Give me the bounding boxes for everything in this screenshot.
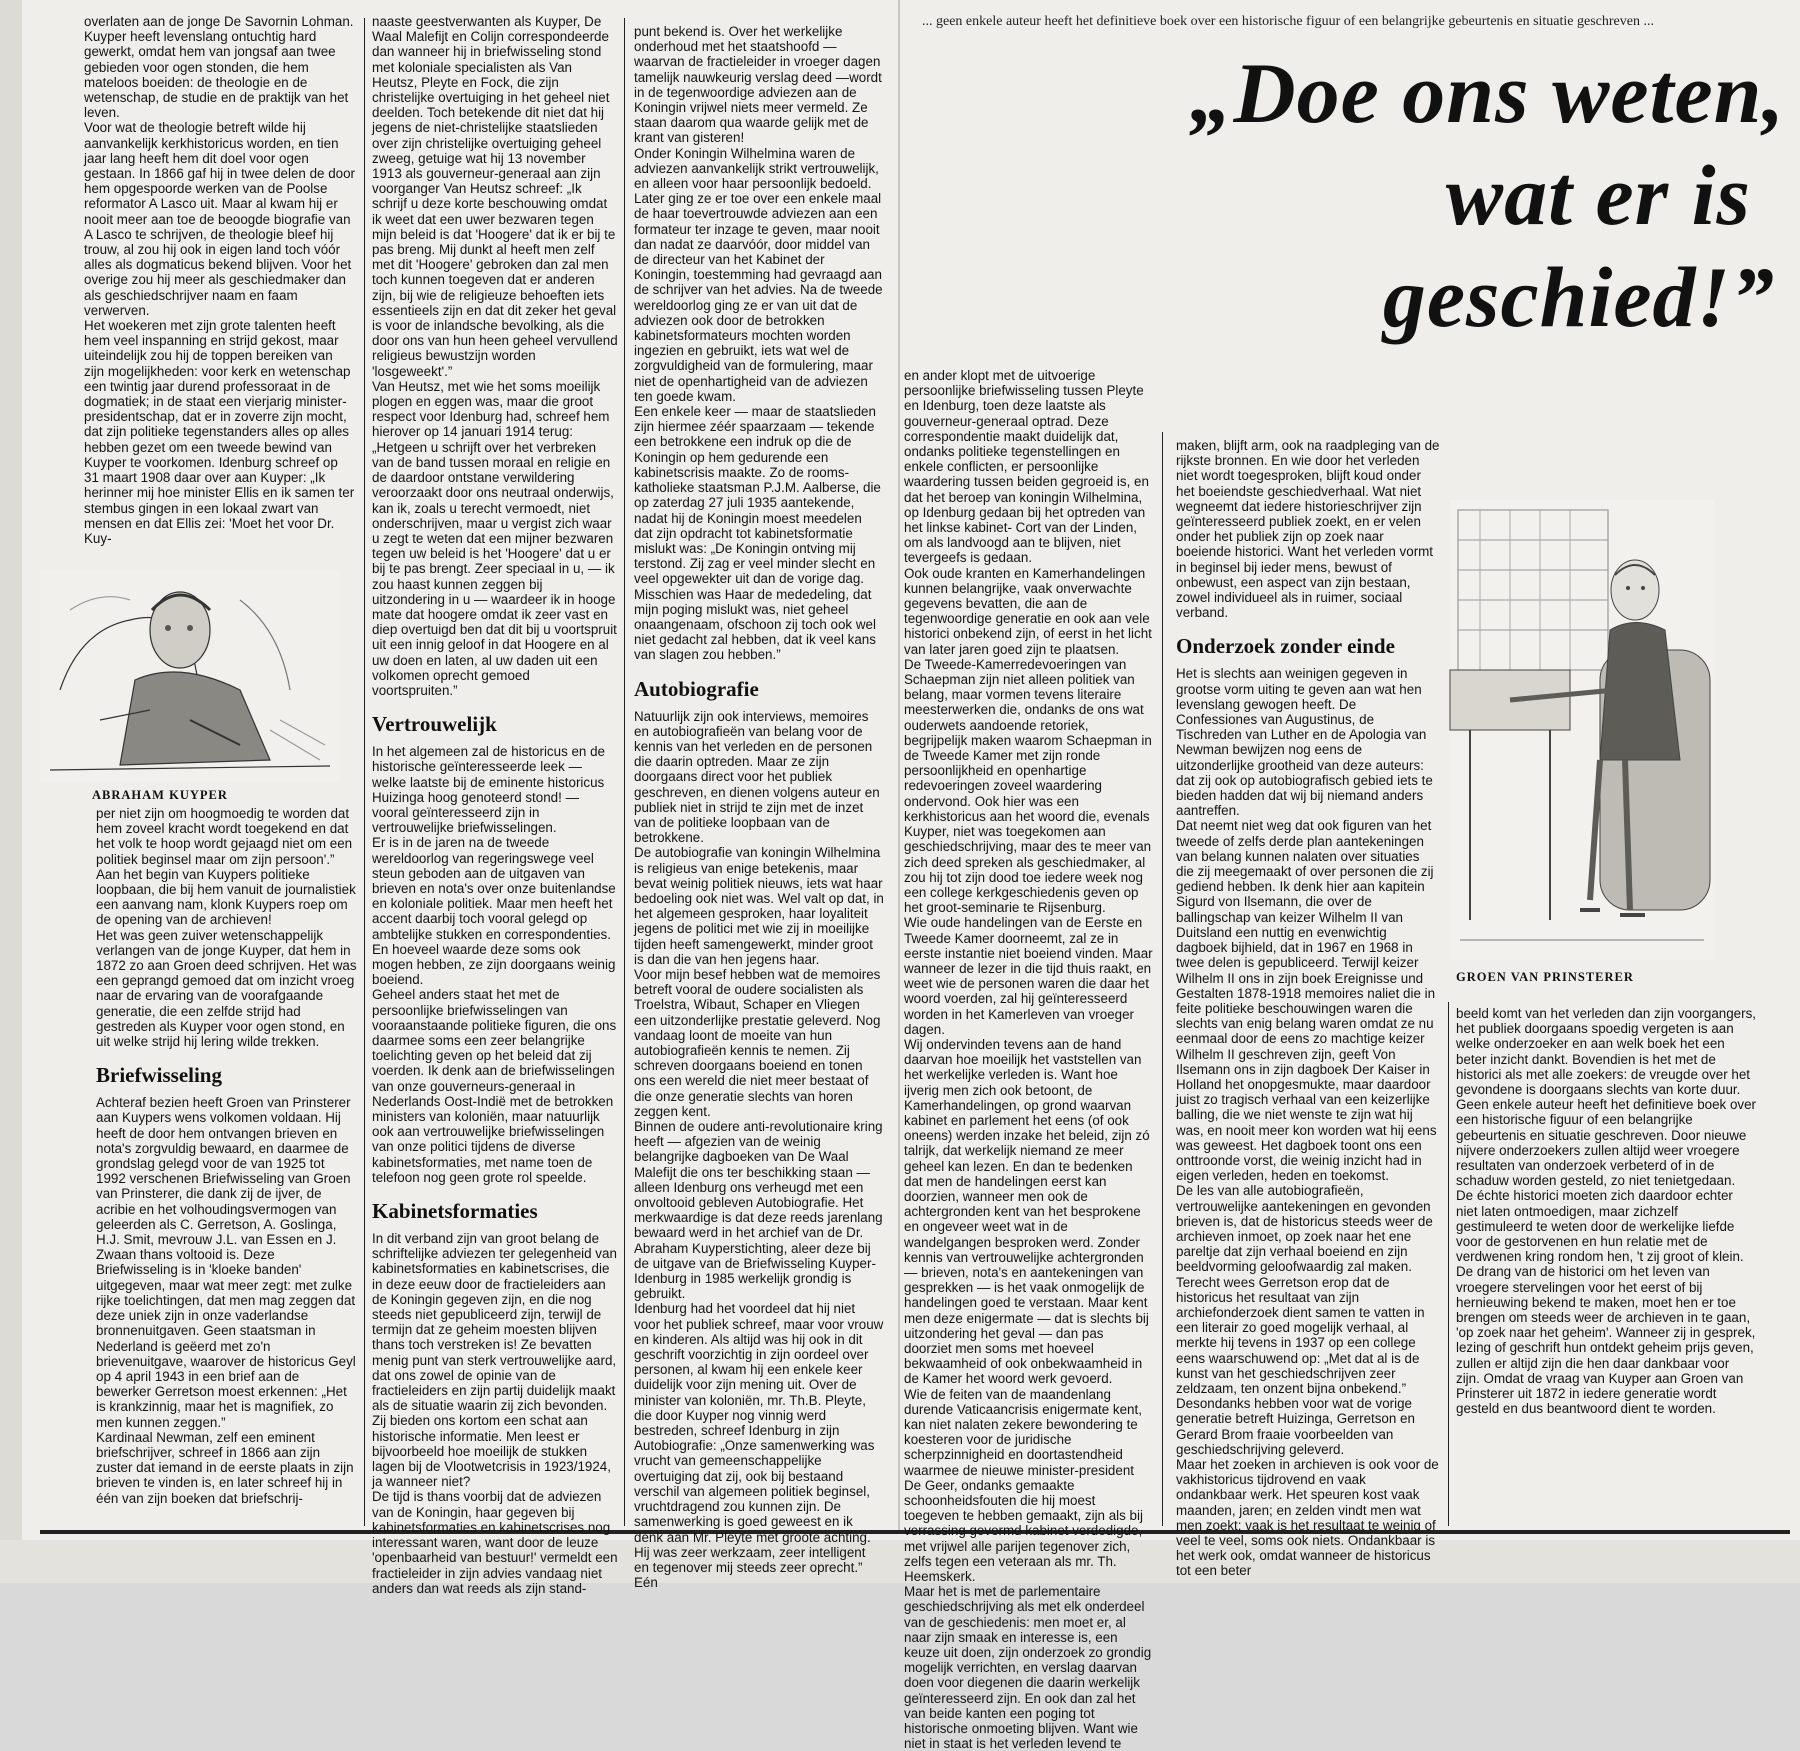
caption-groen: GROEN VAN PRINSTERER [1456, 970, 1634, 984]
page-fold-line [0, 0, 22, 1583]
column-3 [634, 24, 884, 1591]
column-rule [364, 18, 365, 1526]
article-text: In het algemeen zal de historicus en de historische geïnteresseerde leek — welke laatste bij de eminente historicus Huizinga hoog genoteerd stond! — vooral geïnteresseerd zijn in vertrouwelijke briefwisselingen. Er is in de jaren na de tweede wereldoorlog van regeringswege veel steun geboden aan de uitgaven van brieven en nota's over onze buitenlandse en koloniale politiek. Maar men heeft het accent daarbij toch vooral gelegd op ambtelijke stukken en correspondenties. En hoeveel waarde deze soms ook mogen hebben, ze zijn doorgaans weinig boeiend. Geheel anders staat het met de persoonlijke briefwisselingen van vooraanstaande politieke figuren, die ons daarmee soms een zeer belangrijke toelichting geven op het beleid dat zij voerden. Ik denk aan de briefwisselingen van onze gouverneurs-generaal in Nederlands Oost-Indië met de betrokken ministers van koloniën, maar natuurlijk ook aan vertrouwelijke briefwisselingen van onze politici tijdens de diverse kabinetsformaties, met name toen de telefoon nog geen grote rol speelde. [372, 744, 617, 1185]
column-rule [1448, 1002, 1449, 1526]
column-1-bottom [96, 806, 358, 1526]
portrait-kuyper [40, 570, 340, 782]
article-text: beeld komt van het verleden dan zijn voorgangers, het publiek doorgaans spoedig vergeten is aan welke onderzoeker en aan welk boek het een beter inzicht dankt. Bovendien is het met de historici als met alle zoekers: de vreugde over het gevondene is doorgaans slechts van korte duur. Geen enkele auteur heeft het definitieve boek over een historische figuur of een belangrijke gebeurtenis en situatie geschreven. Door nieuwe nijvere onderzoekers zullen altijd weer vroegere resultaten van onderzoek verbeterd of in de schaduw worden gesteld, zo niet tenietgedaan. De échte historici moeten zich daardoor echter niet laten ontmoedigen, maar zichzelf gestimuleerd te weten door de werkelijke liefde voor de gestorvenen en hun relatie met de verdwenen kring rondom hen, 't zij groot of klein. De drang van de historici om het leven van vroegere stervelingen voor het eerst of bij hernieuwing bekend te maken, moet hen er toe brengen om steeds weer de archieven in te gaan, 'op zoek naar het geheim'. Wanneer zij in gesprek, lezing of geschrift hun ontdekt geheim prijs geven, zullen er altijd zijn die hen daar dankbaar voor zijn. Omdat de vraag van Kuyper aan Groen van Prinsterer uit 1872 in iedere generatie wordt gesteld en dus beantwoord dient te worden. [1456, 1006, 1757, 1417]
subheading-onderzoek: Onderzoek zonder einde [1176, 634, 1395, 659]
subheading-kabinetsformaties: Kabinetsformaties [372, 1199, 538, 1224]
caption-kuyper: ABRAHAM KUYPER [92, 788, 228, 802]
column-4 [904, 368, 1154, 1751]
headline-line: „Doe ons weten, [1189, 45, 1785, 141]
strapline: ... geen enkele auteur heeft het definitieve boek over een historische figuur of een belangrijke gebeurtenis en situatie geschreven ... [922, 14, 1654, 29]
subheading-autobiografie: Autobiografie [634, 676, 759, 701]
column-rule [1162, 432, 1163, 1526]
portrait-groen-van-prinsterer [1450, 500, 1714, 960]
column-1-top [84, 14, 356, 566]
article-text: overlaten aan de jonge De Savornin Lohman. Kuyper heeft levenslang ontuchtig hard gewerkt, omdat hem van jongsaf aan twee gebieden voor ogen stonden, die hem mateloos boeiden: de theologie en de wetenschap, de studie en de praktijk van het leven. Voor wat de theologie betreft wilde hij aanvankelijk kerkhistoricus worden, en tien jaar lang heeft hem dit doel voor ogen gestaan. In 1866 gaf hij in twee delen de door hem opgespoorde werken van de Poolse reformator A Lasco uit. Maar al kwam hij er nooit meer aan toe de beoogde biografie van A Lasco te schrijven, de theologie bleef hij trouw, al zou hij ook in eigen land toch vóór alles als dogmaticus bekend blijven. Voor het overige zou hij meer als geschiedmaker dan als geschiedschrijver naam en faam verwerven. Het woekeren met zijn grote talenten heeft hem veel inspanning en strijd gekost, maar uiteindelijk zou hij de toppen bereiken van zijn mogelijkheden: voor kerk en wetenschap een twintig jaar durend professoraat in de dogmatiek; in de staat een vierjarig minister-presidentschap, dat er in zoverre zijn mocht, dat zijn politieke tegenstanders alles op alles hebben gezet om een tweede bewind van Kuyper te voorkomen. Idenburg schreef op 31 maart 1908 daar over aan Kuyper: „Ik herinner mij hoe minister Ellis en ik samen ter stembus gingen in een lokaal zwart van mensen en dat Ellis zei: 'Moet het voor Dr. Kuy- [84, 14, 355, 546]
page-fold-line [898, 0, 900, 1530]
groen-drawing-icon [1450, 500, 1714, 960]
article-text: Natuurlijk zijn ook interviews, memoires en autobiografieën van belang voor de kennis van het verleden en de personen die daarin optreden. Maar ze zijn doorgaans direct voor het publiek geschreven, en dienen volgens auteur en publiek niet in strijd te zijn met de inzet van de politieke loopbaan van de betrokkene. De autobiografie van koningin Wilhelmina is religieus van enige betekenis, maar bevat weinig politiek nieuws, iets wat haar bedoeling ook niet was. Wel valt op dat, in het algemeen gesproken, haar loyaliteit jegens de politici met wie zij in moeilijke tijden heeft samengewerkt, minder groot is dan die van hen jegens haar. Voor mijn besef hebben wat de memoires betreft vooral de oudere socialisten als Troelstra, Wibaut, Schaper en Vliegen een uitzonderlijke prestatie geleverd. Nog vandaag loont de moeite van hun autobiografieën kennis te nemen. Zij schreven doorgaans boeiend en tonen ons een wereld die niet meer bestaat of die onze generatie slechts van horen zeggen kent. Binnen de oudere anti-revolutionaire kring heeft — afgezien van de weinig belangrijke dagboeken van De Waal Malefijt die ons ter beschikking staan — alleen Idenburg ons verheugd met een onvoltooid gebleven Autobiografie. Het merkwaardige is dat deze reeds jarenlang bewaard werd in het archief van de Dr. Abraham Kuyperstichting, aleer deze bij de uitgave van de Briefwisseling Kuyper-Idenburg in 1985 werkelijk grondig is gebruikt. Idenburg had het voordeel dat hij niet voor het publiek schreef, maar voor vrouw en kinderen. Als altijd was hij ook in dit geschrift voorzichtig in zijn oordeel over personen, al kwam hij een enkele keer duidelijk voor zijn mening uit. Over de minister van koloniën, mr. Th.B. Pleyte, die door Kuyper nog vinnig werd bestreden, schreef Idenburg in zijn Autobiografie: „Onze samenwerking was vrucht van gemeenschappelijke overtuiging dat zij, ook bij bestaand verschil van algemeen politiek beginsel, vruchtdragend zou kunnen zijn. De samenwerking is goed geweest en ik denk aan Mr. Pleyte met groote achting. Hij was zeer werkzaam, zeer intelligent en tegenover mij steeds zeer oprecht.” Eén [634, 708, 884, 1591]
column-2 [372, 14, 618, 1596]
article-text: Het is slechts aan weinigen gegeven in grootse vorm uiting te geven aan wat hen levenslang gewogen heeft. De Confessiones van Augustinus, de Tischreden van Luther en de Apologia van Newman bewijzen nog eens de uitzonderlijke grootheid van deze auteurs: dat zij ook op autobiografisch gebied iets te bieden hadden dat wij bij niemand anders aantreffen. Dat neemt niet weg dat ook figuren van het tweede of zelfs derde plan aantekeningen van belang kunnen nalaten over situaties die zij meegemaakt of over personen die zij gediend hebben. Ik denk hier aan kapitein Sigurd von Ilsemann, die over de ballingschap van keizer Wilhelm II van Duitsland een nuttig en evenwichtig dagboek bijhield, dat in 1967 en 1968 in twee delen is gepubliceerd. Terwijl keizer Wilhelm II ons in zijn boek Ereignisse und Gestalten 1878-1918 memoires naliet die in feite politieke beschouwingen waren die slechts van enig belang waren omdat ze nu eenmaal door de eens zo machtige keizer Wilhelm II geschreven zijn, geeft Von Ilsemann ons in zijn dagboek Der Kaiser in Holland het onopgesmukte, maar daardoor juist zo tragisch verhaal van een keizerlijke balling, die we niet wenste te zijn wat hij was, en nooit meer kon worden wat hij eens was geweest. Het dagboek toont ons een onttroonde vorst, die weinig inzicht had in eigen verleden, heden en toekomst. De les van alle autobiografieën, vertrouwelijke aantekeningen en gevonden brieven is, dat de historicus steeds weer de archieven inmoet, op zoek naar het ene pareltje dat zijn verhaal boeiend en zijn beeldvorming geloofwaardig zal maken. Terecht wees Gerretson erop dat de historicus het resultaat van zijn archiefonderzoek dient samen te vatten in een literair zo goed mogelijk verhaal, al merkte hij tevens in 1937 op een college eens waarschuwend op: „Met dat al is de kunst van het geschiedschrijven zeer zeldzaam, ten onzent bijna onbekend.” Desondanks hebben voor wat de vorige generatie betreft Huizinga, Gerretson en Gerard Brom fraaie voorbeelden van geschiedschrijving geleverd. Maar het zoeken in archieven is ook voor de vakhistoricus tijdrovend en vaak ondankbaar werk. Het speuren kost vaak maanden, jaren; en zelden vindt men wat men zoekt; vaak is het resultaat te weinig of veel te veel, soms ook niets. Ondankbaar is het werk ook, omdat wanneer de historicus tot een beter [1176, 666, 1439, 1579]
kuyper-drawing-icon [40, 570, 340, 782]
column-rule [624, 18, 625, 1526]
subheading-briefwisseling: Briefwisseling [96, 1063, 222, 1088]
column-5 [1176, 438, 1440, 1579]
article-text: punt bekend is. Over het werkelijke onderhoud met het staatshoofd — waarvan de fractieleider in vroeger dagen tamelijk nauwkeurig verslag deed —wordt in de tegenwoordige adviezen aan de Koningin vrijwel niets meer vermeld. Ze staan daarom qua waarde gelijk met de krant van gisteren! Onder Koningin Wilhelmina waren de adviezen aanvankelijk strikt vertrouwelijk, en alleen voor haar persoonlijk bedoeld. Later ging ze er toe over een enkele maal de haar toevertrouwde adviezen aan een formateur ter inzage te geven, maar nooit dan nadat ze daarvóór, door middel van de directeur van het Kabinet der Koningin, toestemming had gevraagd aan de schrijver van het advies. Na de tweede wereldoorlog ging ze er van uit dat de adviezen ook door de betrokken kabinetsformateurs mochten worden ingezien en gebruikt, iets wat wel de zorgvuldigheid van de formulering, maar niet de openhartigheid van de adviezen ten goede kwam. Een enkele keer — maar de staatslieden zijn hiermee zéér spaarzaam — tekende een betrokkene een indruk op die de Koningin op hem gedurende een kabinetscrisis maakte. Zo de rooms-katholieke staatsman P.J.M. Aalberse, die op zaterdag 27 juli 1935 aantekende, nadat hij de Koningin moest meedelen dat zijn opdracht tot kabinetsformatie mislukt was: „De Koningin ontving mij terstond. Zij zag er veel minder slecht en veel opgewekter uit dan de vorige dag. Misschien was Haar de mededeling, dat mijn poging mislukt was, niet geheel onaangenaam, ofschoon zij toch ook wel niet gedacht zal hebben, dat ik veel kans van slagen zou hebben.” [634, 24, 883, 663]
article-text: In dit verband zijn van groot belang de schriftelijke adviezen ter gelegenheid van kabinetsformaties en kabinetscrises, die in deze eeuw door de fractieleiders aan de Koningin gegeven zijn, en die nog steeds niet gepubliceerd zijn, terwijl de termijn dat ze geheim moesten blijven thans toch verstreken is! Ze bevatten menig punt van sterk vertrouwelijke aard, dat ons zowel de opinie van de fractieleiders en zijn partij duidelijk maakt als de situatie waarin zij zich bevonden. Zij bieden ons kortom een schat aan historische informatie. Men leest er bijvoorbeeld hoe moeilijk de stukken lagen bij de Vlootwetcrisis in 1923/1924, ja wanneer niet? De tijd is thans voorbij dat de adviezen van de Koningin, haar gegeven bij kabinetsformaties en kabinetscrises nog interessant waren, want door de leuze 'openbaarheid van bestuur!' vermeldt een fractieleider in zijn advies vandaag niet anders dan wat reeds als zijn stand- [372, 1231, 618, 1596]
headline-line: wat er is [1445, 147, 1751, 243]
page-fold-line [0, 1540, 1800, 1583]
subheading-vertrouwelijk: Vertrouwelijk [372, 712, 497, 737]
article-text: naaste geestverwanten als Kuyper, De Waal Malefijt en Colijn correspondeerde dan wanneer hij in briefwisseling stond met koloniale specialisten als Van Heutsz, Pleyte en Fock, die zijn christelijke overtuiging in het geheel niet deelden. Toch betekende dit niet dat hij jegens de niet-christelijke staatslieden over zijn christelijke overtuiging geheel zweeg, getuige wat hij 13 november 1913 als gouverneur-generaal aan zijn voorganger Van Heutsz schreef: „Ik schrijf u deze korte beschouwing omdat ik weet dat een uwer bezwaren tegen mijn beleid is dat 'Hoogere' dat ik er bij te pas breng. Mij dunkt al heeft men zelf met dit 'Hoogere' gebroken dan zal men toch kunnen toegeven dat er anderen zijn, bij wie de religieuze behoeften iets essentieels zijn en dat dit zeker het geval is voor de inlandsche bevolking, als die door ons van hun heen geheel vervullend religieus bewustzijn worden 'losgeweekt'.” Van Heutsz, met wie het soms moeilijk plogen en eggen was, maar die groot respect voor Idenburg had, schreef hem hierover op 14 januari 1914 terug: „Hetgeen u schrijft over het verbreken van de band tussen moraal en religie en de daardoor ontstane verwildering veroorzaakt door ons neutraal onderwijs, kan ik, zoals u terecht vermoedt, niet onderschrijven, maar u vergist zich waar u zegt te weten dat een mijner bezwaren tegen uw beleid is het 'Hoogere' dat u er bij te pas brengt. Zeer speciaal in u, — ik zou haast kunnen zeggen bij uitzondering in u — waardeer ik in hooge mate dat hoogere omdat ik zeer vast en diep overtuigd ben dat dit bij u voortspruit uit een innig geloof in dat Hoogere en al uw doen en laten, al uw daden uit een volkomen oprecht gemoed voortspruiten.” [372, 14, 618, 698]
headline-line: geschied!” [1382, 249, 1775, 345]
headline [1040, 42, 1785, 348]
article-text: maken, blijft arm, ook na raadpleging van de rijkste bronnen. En wie door het verleden niet wordt toegesproken, blijft koud onder het boeiendste geschiedverhaal. Wat niet wegneemt dat iedere historieschrijver zijn geïnteresseerd publiek zoekt, en er velen onder het publiek zijn op zoek naar boeiende historici. Want het verleden vormt in beginsel bij ieder mens, bewust of onbewust, een aspect van zijn bestaan, zowel individueel als in ruimer, sociaal verband. [1176, 438, 1440, 621]
article-text: Achteraf bezien heeft Groen van Prinsterer aan Kuypers wens volkomen voldaan. Hij heeft de door hem ontvangen brieven en nota's zorgvuldig bewaard, en daarmee de grondslag gelegd voor de van 1925 tot 1992 verschenen Briefwisseling van Groen van Prinsterer, die dank zij de ijver, de acribie en het volhoudingsvermogen van geleerden als C. Gerretson, A. Goslinga, H.J. Smit, mevrouw J.L. van Essen en J. Zwaan thans voltooid is. Deze Briefwisseling is in 'kloeke banden' uitgegeven, maar wat meer zegt: met zulke rijke toelichtingen, dat men mag zeggen dat deze uniek zijn in onze vaderlandse bronnenuitgaven. Geen staatsman in Nederland is geëerd met zo'n brievenuitgave, waarover de historicus Geyl op 4 april 1943 in een brief aan de bewerker Gerretson moest erkennen: „Het is krankzinnig, maar het is magnifiek, zo men kunnen zeggen.” Kardinaal Newman, zelf een eminent briefschrijver, schreef in 1866 aan zijn zuster dat iemand in de eerste plaats in zijn brieven te vinden is, en later schreef hij in één van zijn boeken dat briefschrij- [96, 1095, 356, 1506]
article-text: per niet zijn om hoogmoedig te worden dat hem zoveel kracht wordt toegekend en dat het volk te hoop wordt gejaagd niet om een politiek beginsel maar om zijn persoon'.” Aan het begin van Kuypers politieke loopbaan, die bij hem vanuit de journalistiek een aanvang nam, klonk Kuypers roep om de opening van de archieven! Het was geen zuiver wetenschappelijk verlangen van de jonge Kuyper, dat hem in 1872 zo aan Groen deed schrijven. Het was een geprangd gemoed dat om inzicht vroeg naar de ervaring van de voorafgaande generatie, die een zelfde strijd had gestreden als Kuyper voor ogen stond, en uit welke strijd hij lering wilde trekken. [96, 806, 357, 1050]
article-text: en ander klopt met de uitvoerige persoonlijke briefwisseling tussen Pleyte en Idenburg, toen deze laatste als gouverneur-generaal optrad. Deze correspondentie maakt duidelijk dat, ondanks politieke tegenstellingen en enkele conflicten, er persoonlijke waardering tussen beiden gegroeid is, en dat het beroep van koningin Wilhelmina, op Idenburg gedaan bij het optreden van het linkse kabinet- Cort van der Linden, om als landvoogd aan te blijven, niet tevergeefs is gedaan. Ook oude kranten en Kamerhandelingen kunnen belangrijke, vaak onverwachte gegevens bevatten, die aan de tegenwoordige generatie en ook aan vele historici onbekend zijn, of eerst in het licht van later jaren goed zijn te plaatsen. De Tweede-Kamerredevoeringen van Schaepman zijn niet alleen politiek van belang, maar vormen tevens literaire meesterwerken die, ondanks de ons wat ouderwets aandoende retoriek, begrijpelijk maken waarom Schaepman in de Tweede Kamer met zijn ronde persoonlijkheid en openhartige redevoeringen zoveel waardering ondervond. Ook hier was een kerkhistoricus aan het woord die, evenals Kuyper, niet was toegekomen aan geschiedschrijving, maar des te meer van zich deed spreken als geschiedmaker, al zou hij tot zijn dood toe iedere week nog een college kerkgeschiedenis geven op het groot-seminarie te Rijsenburg. Wie oude handelingen van de Eerste en Tweede Kamer doorneemt, zal ze in eerste instantie niet boeiend vinden. Maar wanneer de lezer in die tijd thuis raakt, en weet wie de personen waren die daar het woord voerden, zal hij geïnteresseerd worden in het Kamerleven van vroeger dagen. Wij ondervinden tevens aan de hand daarvan hoe moeilijk het vaststellen van het werkelijke verleden is. Want hoe ijverig men zich ook betoont, de Kamerhandelingen, op grond waarvan kabinet en parlement het eens (of ook oneens) werden inzake het beleid, zijn zó talrijk, dat werkelijk niemand ze meer geheel kan lezen. En dan te bedenken dat men de handelingen eerst kan doorzien, wanneer men ook de achtergronden kent van het besprokene en ongeveer weet wat in de wandelgangen besproken werd. Zonder kennis van vertrouwelijke achtergronden — brieven, nota's en aantekeningen van gesprekken — is het vaak onmogelijk de handelingen goed te verstaan. Maar kent men deze enigermate — dat is slechts bij uitzondering het geval — dan pas doorziet men soms met hoeveel bekwaamheid of ook onbekwaamheid in de Kamer het woord werk gevoerd. Wie de feiten van de maandenlang durende Vaticaancrisis enigermate kent, kan niet nalaten zekere bewondering te koesteren voor de juridische scherpzinnigheid en doortastendheid waarmee de nieuwe minister-president De Geer, ondanks gemaakte schoonheidsfouten die hij moest toegeven te hebben gemaakt, zijn als bij verrassing gevormd kabinet verdedigde, met vrijwel alle parijen tegenover zich, zelfs tegen een veteraan als mr. Th. Heemskerk. Maar het is met de parlementaire geschiedschrijving als met elk onderdeel van de geschiedenis: men moet er, al naar zijn smaak en interesse is, een keuze uit doen, zijn onderzoek zo grondig mogelijk verrichten, en verslag daarvan doen voor diegenen die daarin werkelijk geïnteresseerd zijn. En ook dan zal het van beide kanten een poging tot historische onmoeting blijven. Want wie niet in staat is het verleden levend te [904, 368, 1153, 1751]
column-6 [1456, 1006, 1756, 1526]
